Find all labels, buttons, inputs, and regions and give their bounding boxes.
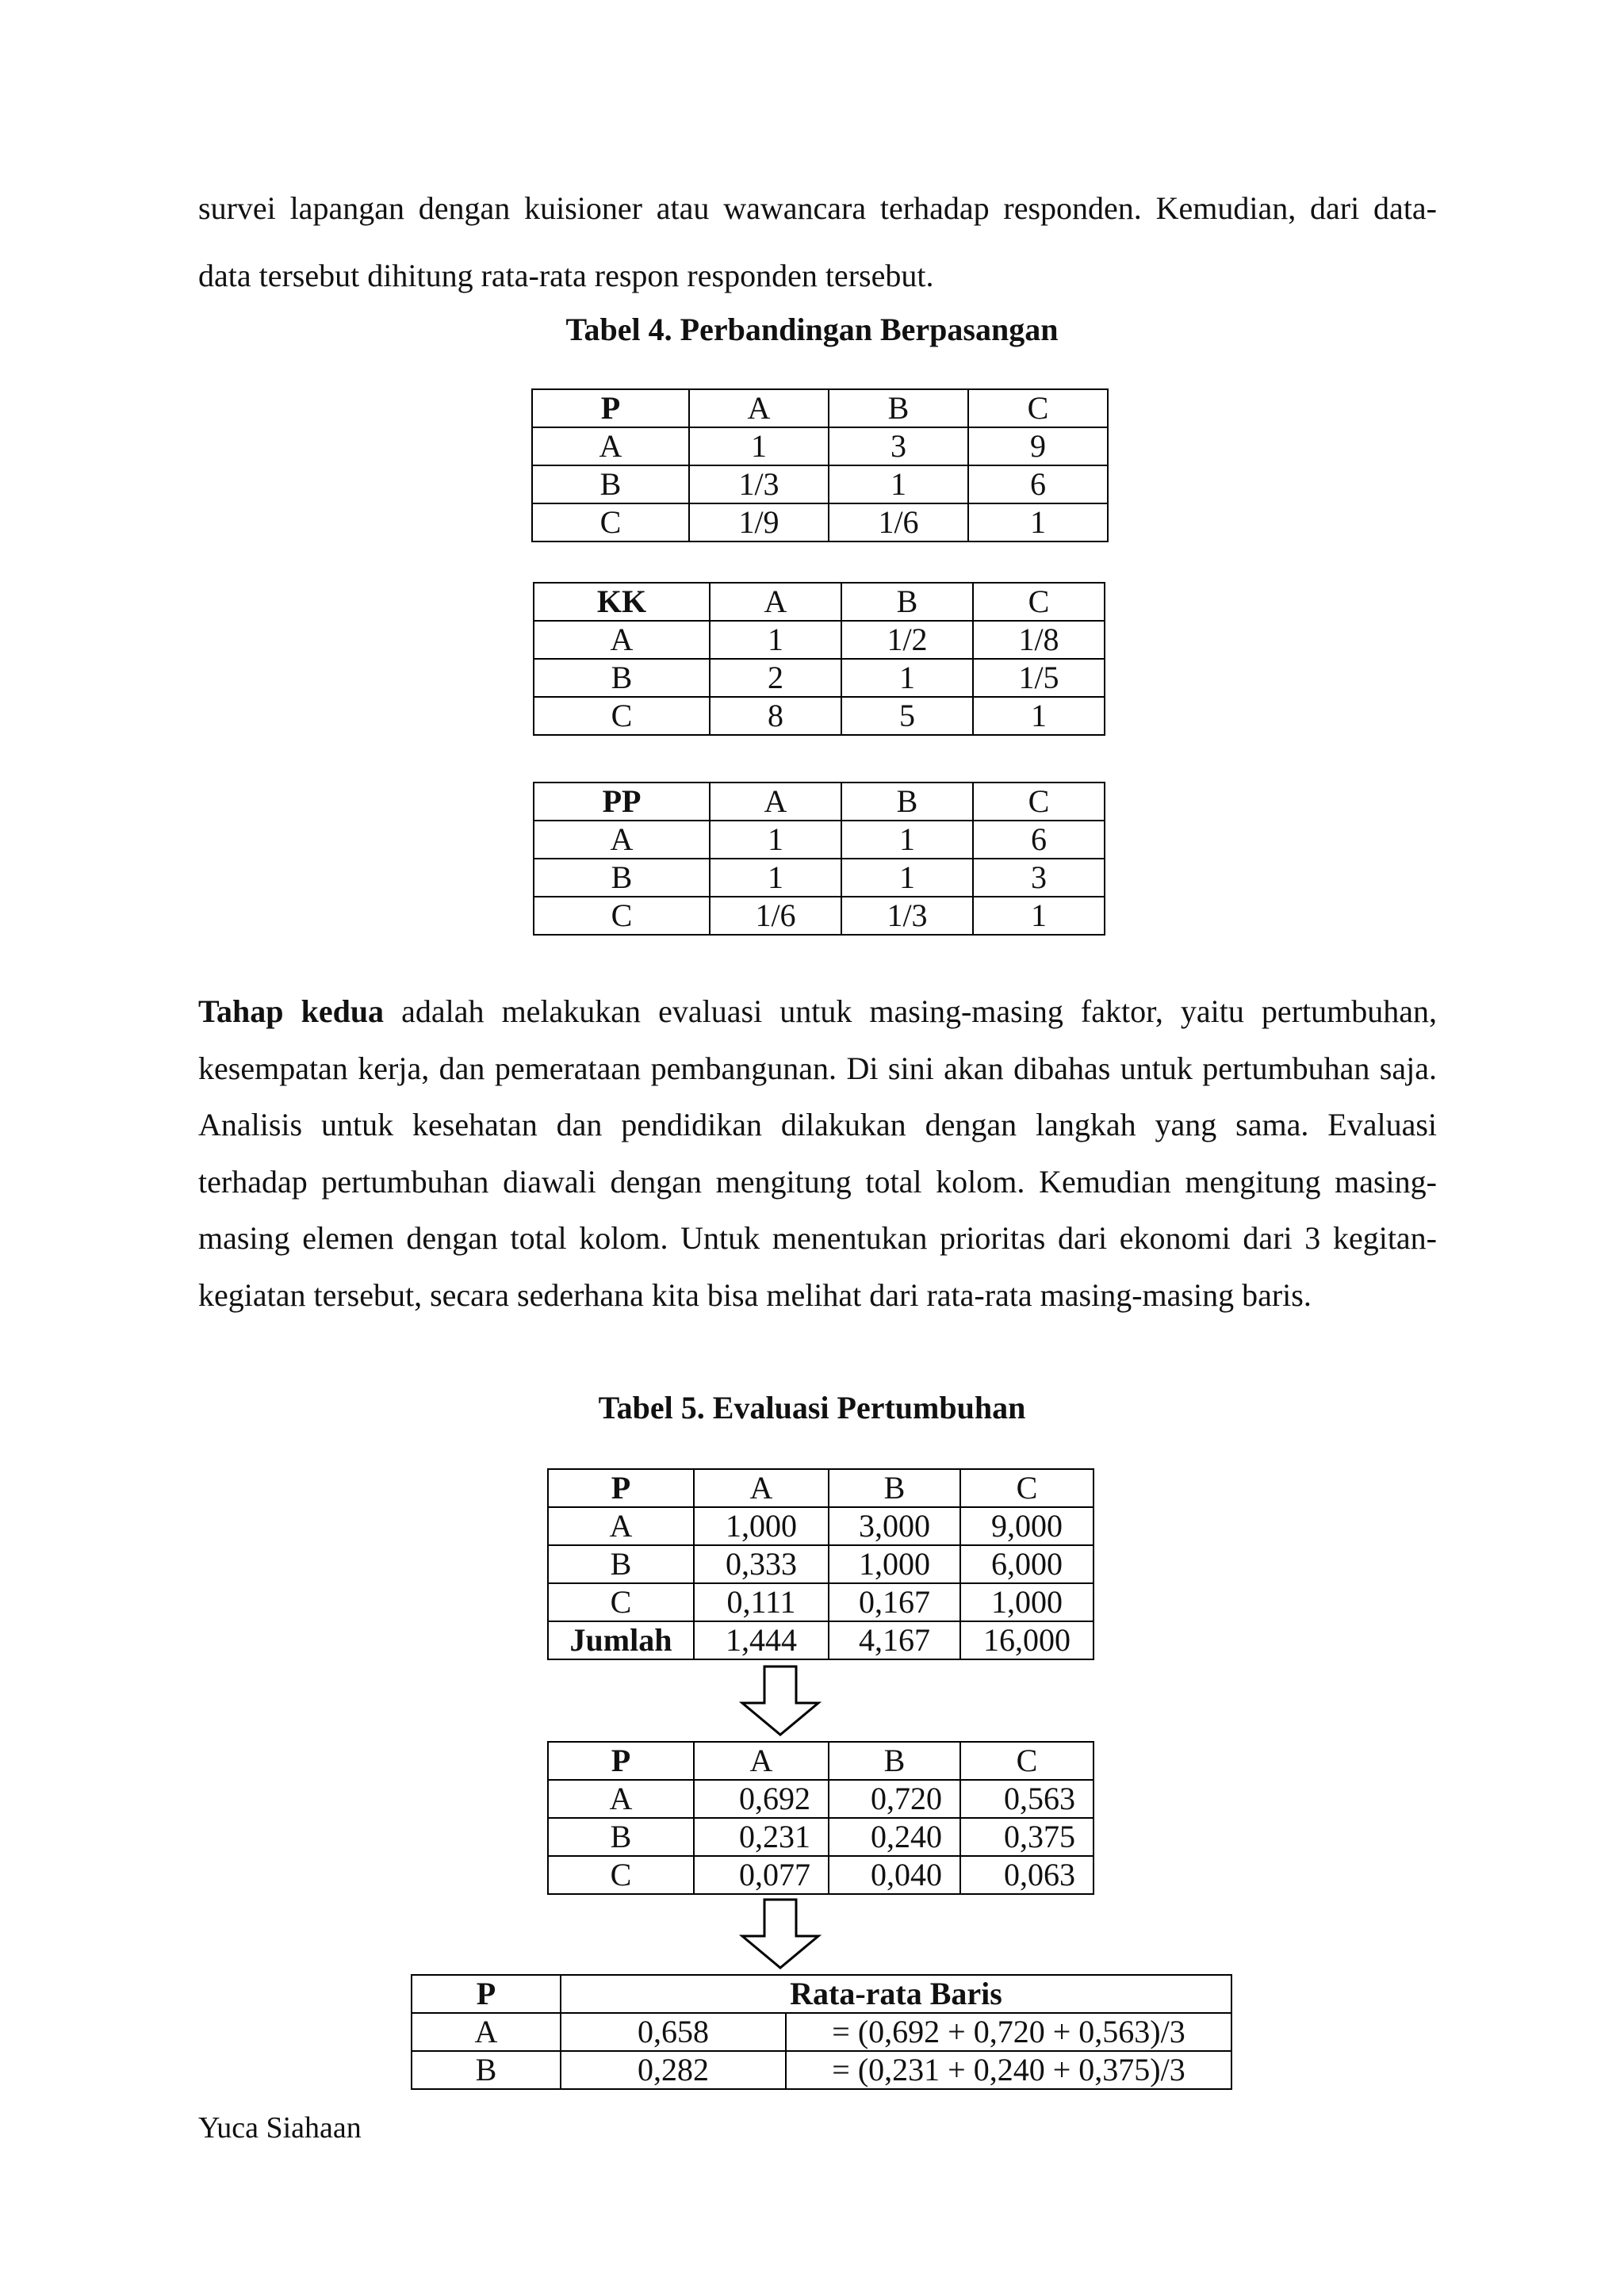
- cell: 4,167: [829, 1621, 960, 1659]
- cell: P: [532, 389, 689, 427]
- cell: B: [534, 859, 710, 897]
- table5-normalized: [547, 1741, 1094, 1895]
- cell: A: [534, 621, 710, 659]
- cell: 0,111: [694, 1583, 829, 1621]
- cell: P: [548, 1742, 694, 1780]
- cell: 6: [968, 465, 1108, 503]
- cell: A: [412, 2013, 561, 2051]
- cell: 2: [710, 659, 841, 697]
- cell: 0,658: [561, 2013, 786, 2051]
- cell: A: [710, 583, 841, 621]
- intro-line-1: survei lapangan dengan kuisioner atau wawancara terhadap responden. Kemudian, dari data-: [198, 190, 1437, 226]
- cell: 1/6: [829, 503, 968, 541]
- body-lead: Tahap kedua: [198, 993, 385, 1029]
- cell: C: [534, 897, 710, 935]
- cell: = (0,692 + 0,720 + 0,563)/3: [786, 2013, 1231, 2051]
- down-arrow-icon: [739, 1665, 822, 1738]
- cell: 1/6: [710, 897, 841, 935]
- cell: B: [532, 465, 689, 503]
- cell: A: [710, 783, 841, 821]
- cell: B: [829, 1742, 960, 1780]
- cell: 9: [968, 427, 1108, 465]
- cell: 0,231: [694, 1818, 829, 1856]
- cell: 9,000: [960, 1507, 1094, 1545]
- cell: 1/3: [689, 465, 829, 503]
- cell: 3,000: [829, 1507, 960, 1545]
- cell: 1/8: [973, 621, 1105, 659]
- cell: C: [534, 697, 710, 735]
- cell: 0,375: [960, 1818, 1094, 1856]
- cell: B: [829, 389, 968, 427]
- table4-kk: [533, 582, 1105, 736]
- down-arrow-icon: [739, 1898, 822, 1971]
- cell: 0,720: [829, 1780, 960, 1818]
- table5-average: [411, 1974, 1232, 2090]
- cell: 1: [841, 859, 973, 897]
- cell: = (0,231 + 0,240 + 0,375)/3: [786, 2051, 1231, 2089]
- cell: 3: [829, 427, 968, 465]
- cell: 0,282: [561, 2051, 786, 2089]
- cell: 1: [968, 503, 1108, 541]
- footer-author: Yuca Siahaan: [198, 2111, 362, 2145]
- cell: 1/9: [689, 503, 829, 541]
- cell: A: [548, 1507, 694, 1545]
- cell: B: [841, 783, 973, 821]
- cell: 1,000: [960, 1583, 1094, 1621]
- cell: A: [694, 1469, 829, 1507]
- cell: 1,000: [694, 1507, 829, 1545]
- cell: 0,692: [694, 1780, 829, 1818]
- cell: 1: [841, 659, 973, 697]
- cell: B: [829, 1469, 960, 1507]
- cell: A: [548, 1780, 694, 1818]
- cell: PP: [534, 783, 710, 821]
- cell: C: [548, 1583, 694, 1621]
- intro-line-2: data tersebut dihitung rata-rata respon responden tersebut.: [198, 258, 934, 293]
- table5-totals: [547, 1468, 1094, 1660]
- cell: C: [960, 1469, 1094, 1507]
- cell: 0,240: [829, 1818, 960, 1856]
- cell: 16,000: [960, 1621, 1094, 1659]
- cell: A: [689, 389, 829, 427]
- cell: 6,000: [960, 1545, 1094, 1583]
- cell: 1: [710, 859, 841, 897]
- cell: A: [534, 821, 710, 859]
- cell: 0,563: [960, 1780, 1094, 1818]
- cell: 1,000: [829, 1545, 960, 1583]
- cell: 3: [973, 859, 1105, 897]
- body-text: adalah melakukan evaluasi untuk masing-masing faktor, yaitu pertumbuhan, kesempatan kerja, dan pemerataan pembangunan. Di sini akan dibahas untuk pertumbuhan saja. Analisis untuk kesehatan dan pendidikan dilakukan dengan langkah yang sama. Evaluasi terhadap pertumbuhan diawali dengan mengitung total kolom. Kemudian mengitung masing-masing elemen dengan total kolom. Untuk menentukan prioritas dari ekonomi dari 3 kegitan-kegiatan tersebut, secara sederhana kita bisa melihat dari rata-rata masing-masing baris.: [198, 993, 1437, 1313]
- cell: 1: [973, 897, 1105, 935]
- cell: B: [548, 1818, 694, 1856]
- cell: C: [548, 1856, 694, 1894]
- cell: 1: [841, 821, 973, 859]
- cell: 1/5: [973, 659, 1105, 697]
- cell: 1: [710, 821, 841, 859]
- cell: 0,063: [960, 1856, 1094, 1894]
- cell: 6: [973, 821, 1105, 859]
- cell: 0,040: [829, 1856, 960, 1894]
- table4-pp: [533, 782, 1105, 936]
- table4-caption: Tabel 4. Perbandingan Berpasangan: [565, 312, 1059, 347]
- cell: P: [412, 1975, 561, 2013]
- cell: 8: [710, 697, 841, 735]
- cell: B: [841, 583, 973, 621]
- cell: 1/3: [841, 897, 973, 935]
- cell: 1: [829, 465, 968, 503]
- cell: KK: [534, 583, 710, 621]
- cell: 1: [973, 697, 1105, 735]
- cell: C: [973, 583, 1105, 621]
- cell: B: [412, 2051, 561, 2089]
- cell: 5: [841, 697, 973, 735]
- cell: 0,333: [694, 1545, 829, 1583]
- cell: B: [548, 1545, 694, 1583]
- cell: 1,444: [694, 1621, 829, 1659]
- cell: C: [960, 1742, 1094, 1780]
- cell: B: [534, 659, 710, 697]
- table4-p: [531, 388, 1109, 542]
- cell: A: [532, 427, 689, 465]
- cell: 0,167: [829, 1583, 960, 1621]
- cell: P: [548, 1469, 694, 1507]
- cell: C: [973, 783, 1105, 821]
- cell: C: [968, 389, 1108, 427]
- cell: 1: [710, 621, 841, 659]
- cell: 0,077: [694, 1856, 829, 1894]
- cell: Rata-rata Baris: [561, 1975, 1231, 2013]
- cell: Jumlah: [548, 1621, 694, 1659]
- cell: A: [694, 1742, 829, 1780]
- cell: 1/2: [841, 621, 973, 659]
- body-paragraph: [198, 983, 1437, 1323]
- table5-caption: Tabel 5. Evaluasi Pertumbuhan: [598, 1390, 1026, 1425]
- cell: C: [532, 503, 689, 541]
- cell: 1: [689, 427, 829, 465]
